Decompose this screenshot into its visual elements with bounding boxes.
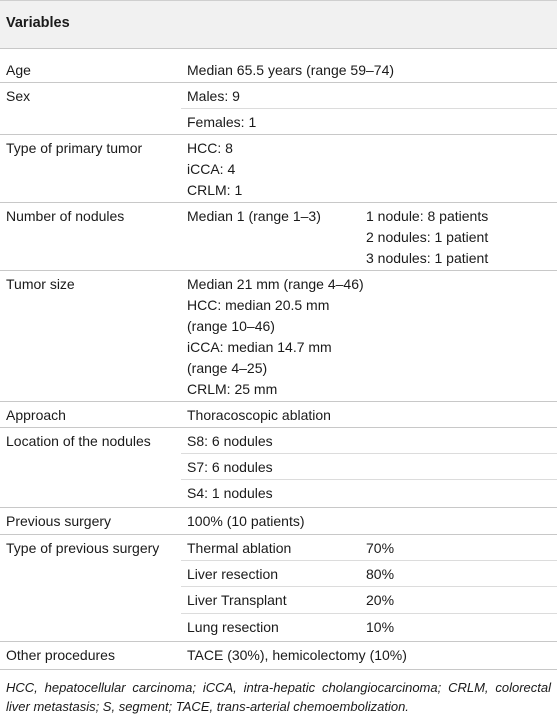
row-pct-prev-liver-transplant: 20% [366,592,395,608]
row-value-previous-surgery: 100% (10 patients) [187,513,305,529]
rule-prevtype-inner-2 [181,586,557,587]
row-value-other: TACE (30%), hemicolectomy (10%) [187,647,407,663]
rule-location [0,507,557,508]
row-value-primary-hcc: HCC: 8 [187,140,233,156]
rule-previous [0,534,557,535]
row-detail-nodules-3: 3 nodules: 1 patient [366,250,489,266]
row-label-age: Age [6,62,31,78]
row-pct-prev-thermal: 70% [366,540,395,556]
row-value-prev-thermal: Thermal ablation [187,540,292,556]
row-value-approach: Thoracoscopic ablation [187,407,331,423]
row-value-location-s4: S4: 1 nodules [187,485,273,501]
row-value-age: Median 65.5 years (range 59–74) [187,62,395,78]
rule-approach [0,427,557,428]
rule-sex-inner [181,108,557,109]
row-value-location-s8: S8: 6 nodules [187,433,273,449]
rule-primary [0,202,557,203]
row-detail-nodules-1: 1 nodule: 8 patients [366,208,489,224]
row-detail-nodules-2: 2 nodules: 1 patient [366,229,489,245]
rule-size [0,401,557,402]
row-value-size-median: Median 21 mm (range 4–46) [187,276,364,292]
row-label-other: Other procedures [6,647,115,663]
rule-bottom [0,669,557,670]
rule-prevtype-inner-3 [181,613,557,614]
row-value-nodules: Median 1 (range 1–3) [187,208,321,224]
row-value-size-crlm: CRLM: 25 mm [187,381,278,397]
row-label-location: Location of the nodules [6,433,151,449]
row-label-sex: Sex [6,88,31,104]
row-pct-prev-lung-resection: 10% [366,619,395,635]
rule-previous-type [0,641,557,642]
row-value-location-s7: S7: 6 nodules [187,459,273,475]
table-header [0,0,557,49]
rule-nodules [0,270,557,271]
rule-location-inner-1 [181,453,557,454]
row-value-size-hcc-range: (range 10–46) [187,318,275,334]
row-value-size-hcc: HCC: median 20.5 mm [187,297,330,313]
row-label-previous-type: Type of previous surgery [6,540,160,556]
rule-prevtype-inner-1 [181,560,557,561]
row-value-size-icca-range: (range 4–25) [187,360,268,376]
rule-header [0,48,557,49]
rule-age [0,82,557,83]
row-value-prev-lung-resection: Lung resection [187,619,279,635]
row-value-sex-males: Males: 9 [187,88,240,104]
row-label-primary-tumor: Type of primary tumor [6,140,143,156]
row-value-prev-liver-resection: Liver resection [187,566,279,582]
row-value-primary-icca: iCCA: 4 [187,161,236,177]
row-value-primary-crlm: CRLM: 1 [187,182,243,198]
rule-sex [0,134,557,135]
row-value-size-icca: iCCA: median 14.7 mm [187,339,332,355]
row-pct-prev-liver-resection: 80% [366,566,395,582]
row-label-tumor-size: Tumor size [6,276,75,292]
row-label-previous-surgery: Previous surgery [6,513,112,529]
row-label-nodules: Number of nodules [6,208,125,224]
row-value-sex-females: Females: 1 [187,114,257,130]
table-footnote: HCC, hepatocellular carcinoma; iCCA, intra-hepatic cholangiocarcinoma; CRLM, colorectal liver metastasis; S, segment; TACE, trans-arterial chemoembolization. [6,680,551,714]
header-variables: Variables [6,15,70,31]
rule-location-inner-2 [181,479,557,480]
row-label-approach: Approach [6,407,66,423]
row-value-prev-liver-transplant: Liver Transplant [187,592,287,608]
